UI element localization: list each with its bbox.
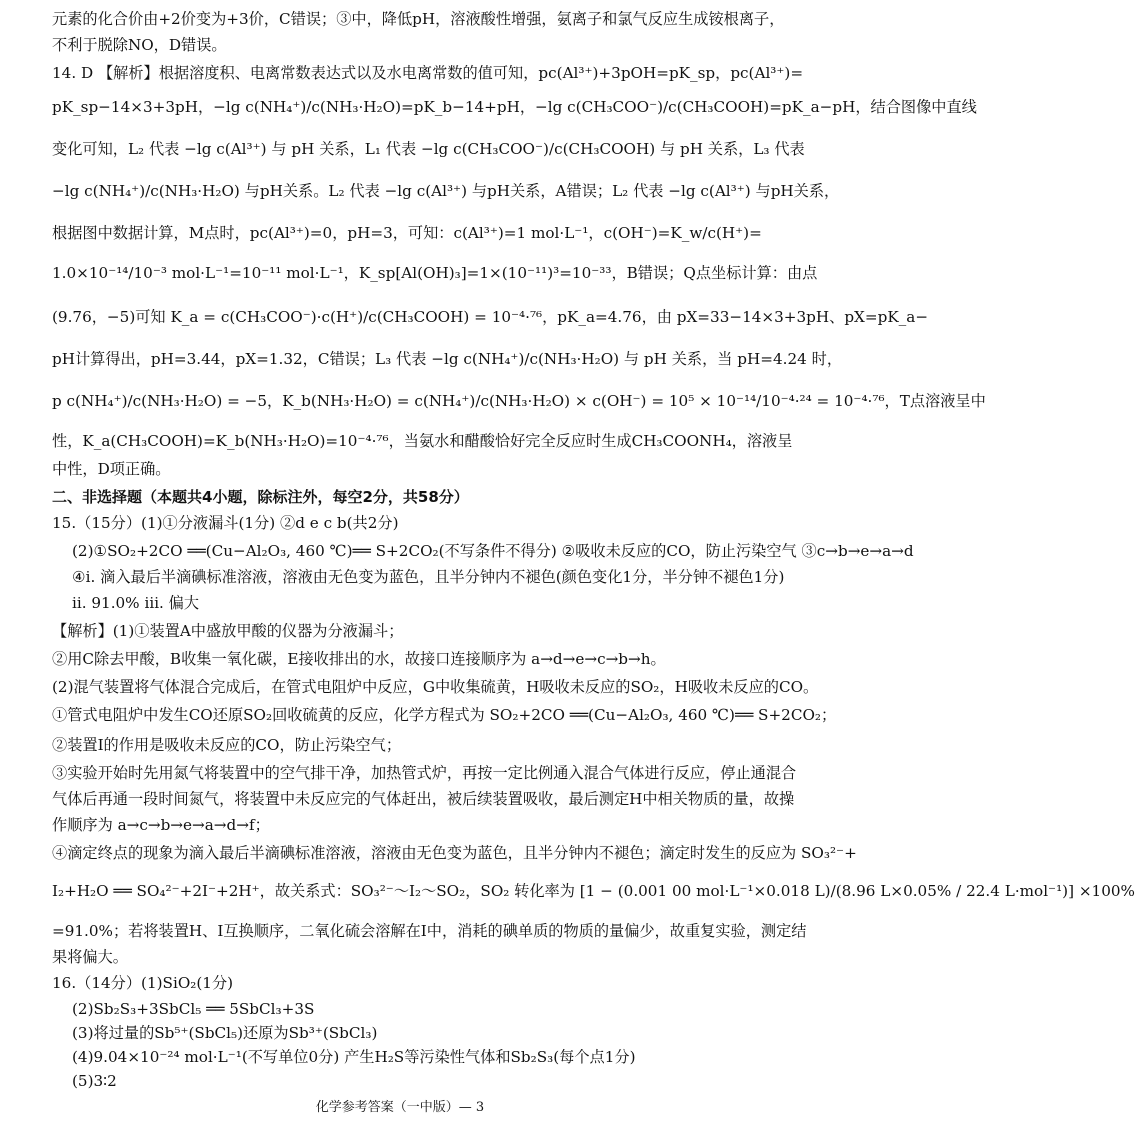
- text-line: 元素的化合价由+2价变为+3价，C错误；③中，降低pH，溶液酸性增强，氨离子和氯气反应生成铵根离子，: [52, 10, 785, 28]
- text-line: 14. D 【解析】根据溶度积、电离常数表达式以及水电离常数的值可知，pc(Al³⁺)+3pOH=pK_sp，pc(Al³⁺)=: [52, 64, 804, 82]
- text-line: (3)将过量的Sb⁵⁺(SbCl₅)还原为Sb³⁺(SbCl₃): [72, 1024, 378, 1042]
- text-line: ⅱ. 91.0% ⅲ. 偏大: [72, 594, 200, 612]
- text-line: 气体后再通一段时间氮气，将装置中未反应完的气体赶出，被后续装置吸收，最后测定H中相关物质的量，故操: [52, 790, 795, 808]
- text-line: −lg c(NH₄⁺)/c(NH₃·H₂O) 与pH关系。L₂ 代表 −lg c(Al³⁺) 与pH关系，A错误；L₂ 代表 −lg c(Al³⁺) 与pH关系，: [52, 182, 840, 200]
- page-footer: 化学参考答案（一中版）— 3: [315, 1100, 485, 1115]
- text-line: ②装置Ⅰ的作用是吸收未反应的CO，防止污染空气；: [52, 736, 402, 754]
- text-line: 作顺序为 a→c→b→e→a→d→f；: [52, 816, 270, 834]
- text-line: I₂+H₂O ══ SO₄²⁻+2I⁻+2H⁺，故关系式：SO₃²⁻～I₂～SO₂，SO₂ 转化率为 [1 − (0.001 00 mol·L⁻¹×0.018 L)/(8.96 L×0.05% / 22.4 L·mol⁻¹)] ×100%: [52, 882, 1135, 900]
- text-line: 不利于脱除NO，D错误。: [52, 36, 227, 54]
- text-line: 性，K_a(CH₃COOH)=K_b(NH₃·H₂O)=10⁻⁴·⁷⁶，当氨水和醋酸恰好完全反应时生成CH₃COONH₄，溶液呈: [52, 432, 793, 450]
- text-line: 【解析】(1)①装置A中盛放甲酸的仪器为分液漏斗；: [52, 622, 404, 640]
- text-line: (2)混气装置将气体混合完成后，在管式电阻炉中反应，G中收集硫黄，H吸收未反应的SO₂，H吸收未反应的CO。: [52, 678, 819, 696]
- text-line: (2)①SO₂+2CO ══(Cu−Al₂O₃, 460 ℃)══ S+2CO₂(不写条件不得分) ②吸收未反应的CO，防止污染空气 ③c→b→e→a→d: [72, 542, 914, 560]
- text-line: =91.0%；若将装置H、I互换顺序，二氧化硫会溶解在I中，消耗的碘单质的物质的量偏少，故重复实验，测定结: [52, 922, 807, 940]
- text-line: 果将偏大。: [52, 948, 128, 966]
- text-line: 15.（15分）(1)①分液漏斗(1分) ②d e c b(共2分): [52, 514, 399, 532]
- text-line: p c(NH₄⁺)/c(NH₃·H₂O) = −5，K_b(NH₃·H₂O) = c(NH₄⁺)/c(NH₃·H₂O) × c(OH⁻) = 10⁵ × 10⁻¹⁴/10⁻⁴·²⁴ = 10⁻⁴·⁷⁶，T点溶液呈中: [52, 392, 986, 410]
- text-line: (9.76，−5)可知 K_a = c(CH₃COO⁻)·c(H⁺)/c(CH₃COOH) = 10⁻⁴·⁷⁶，pK_a=4.76，由 pX=33−14×3+3pH、pX=pK_a−: [52, 308, 929, 326]
- text-line: pK_sp−14×3+3pH，−lg c(NH₄⁺)/c(NH₃·H₂O)=pK_b−14+pH，−lg c(CH₃COO⁻)/c(CH₃COOH)=pK_a−pH，结合图像中直线: [52, 98, 977, 116]
- text-line: ③实验开始时先用氮气将装置中的空气排干净，加热管式炉，再按一定比例通入混合气体进行反应，停止通混合: [52, 764, 797, 782]
- text-line: 16.（14分）(1)SiO₂(1分): [52, 974, 234, 992]
- text-line: ①管式电阻炉中发生CO还原SO₂回收硫黄的反应，化学方程式为 SO₂+2CO ══(Cu−Al₂O₃, 460 ℃)══ S+2CO₂；: [52, 706, 837, 724]
- text-line: 变化可知，L₂ 代表 −lg c(Al³⁺) 与 pH 关系，L₁ 代表 −lg c(CH₃COO⁻)/c(CH₃COOH) 与 pH 关系，L₃ 代表: [52, 140, 805, 158]
- text-line: 根据图中数据计算，M点时，pc(Al³⁺)=0，pH=3，可知：c(Al³⁺)=1 mol·L⁻¹，c(OH⁻)=K_w/c(H⁺)=: [52, 224, 762, 242]
- text-line: 中性，D项正确。: [52, 460, 171, 478]
- text-line: ④滴定终点的现象为滴入最后半滴碘标准溶液，溶液由无色变为蓝色，且半分钟内不褪色；滴定时发生的反应为 SO₃²⁻+: [52, 844, 857, 862]
- text-line: 1.0×10⁻¹⁴/10⁻³ mol·L⁻¹=10⁻¹¹ mol·L⁻¹，K_sp[Al(OH)₃]=1×(10⁻¹¹)³=10⁻³³，B错误；Q点坐标计算：由点: [52, 264, 818, 282]
- text-line: (2)Sb₂S₃+3SbCl₅ ══ 5SbCl₃+3S: [72, 1000, 315, 1018]
- text-line: ②用C除去甲酸，B收集一氧化碳，E接收排出的水，故接口连接顺序为 a→d→e→c→b→h。: [52, 650, 666, 668]
- text-line: pH计算得出，pH=3.44，pX=1.32，C错误；L₃ 代表 −lg c(NH₄⁺)/c(NH₃·H₂O) 与 pH 关系，当 pH=4.24 时，: [52, 350, 843, 368]
- text-line: ④ⅰ. 滴入最后半滴碘标准溶液，溶液由无色变为蓝色，且半分钟内不褪色(颜色变化1分，半分钟不褪色1分): [72, 568, 785, 586]
- section-heading: 二、非选择题（本题共4小题，除标注外，每空2分，共58分）: [52, 488, 469, 506]
- text-line: (4)9.04×10⁻²⁴ mol·L⁻¹(不写单位0分) 产生H₂S等污染性气体和Sb₂S₃(每个点1分): [72, 1048, 636, 1066]
- text-line: (5)3∶2: [72, 1072, 117, 1090]
